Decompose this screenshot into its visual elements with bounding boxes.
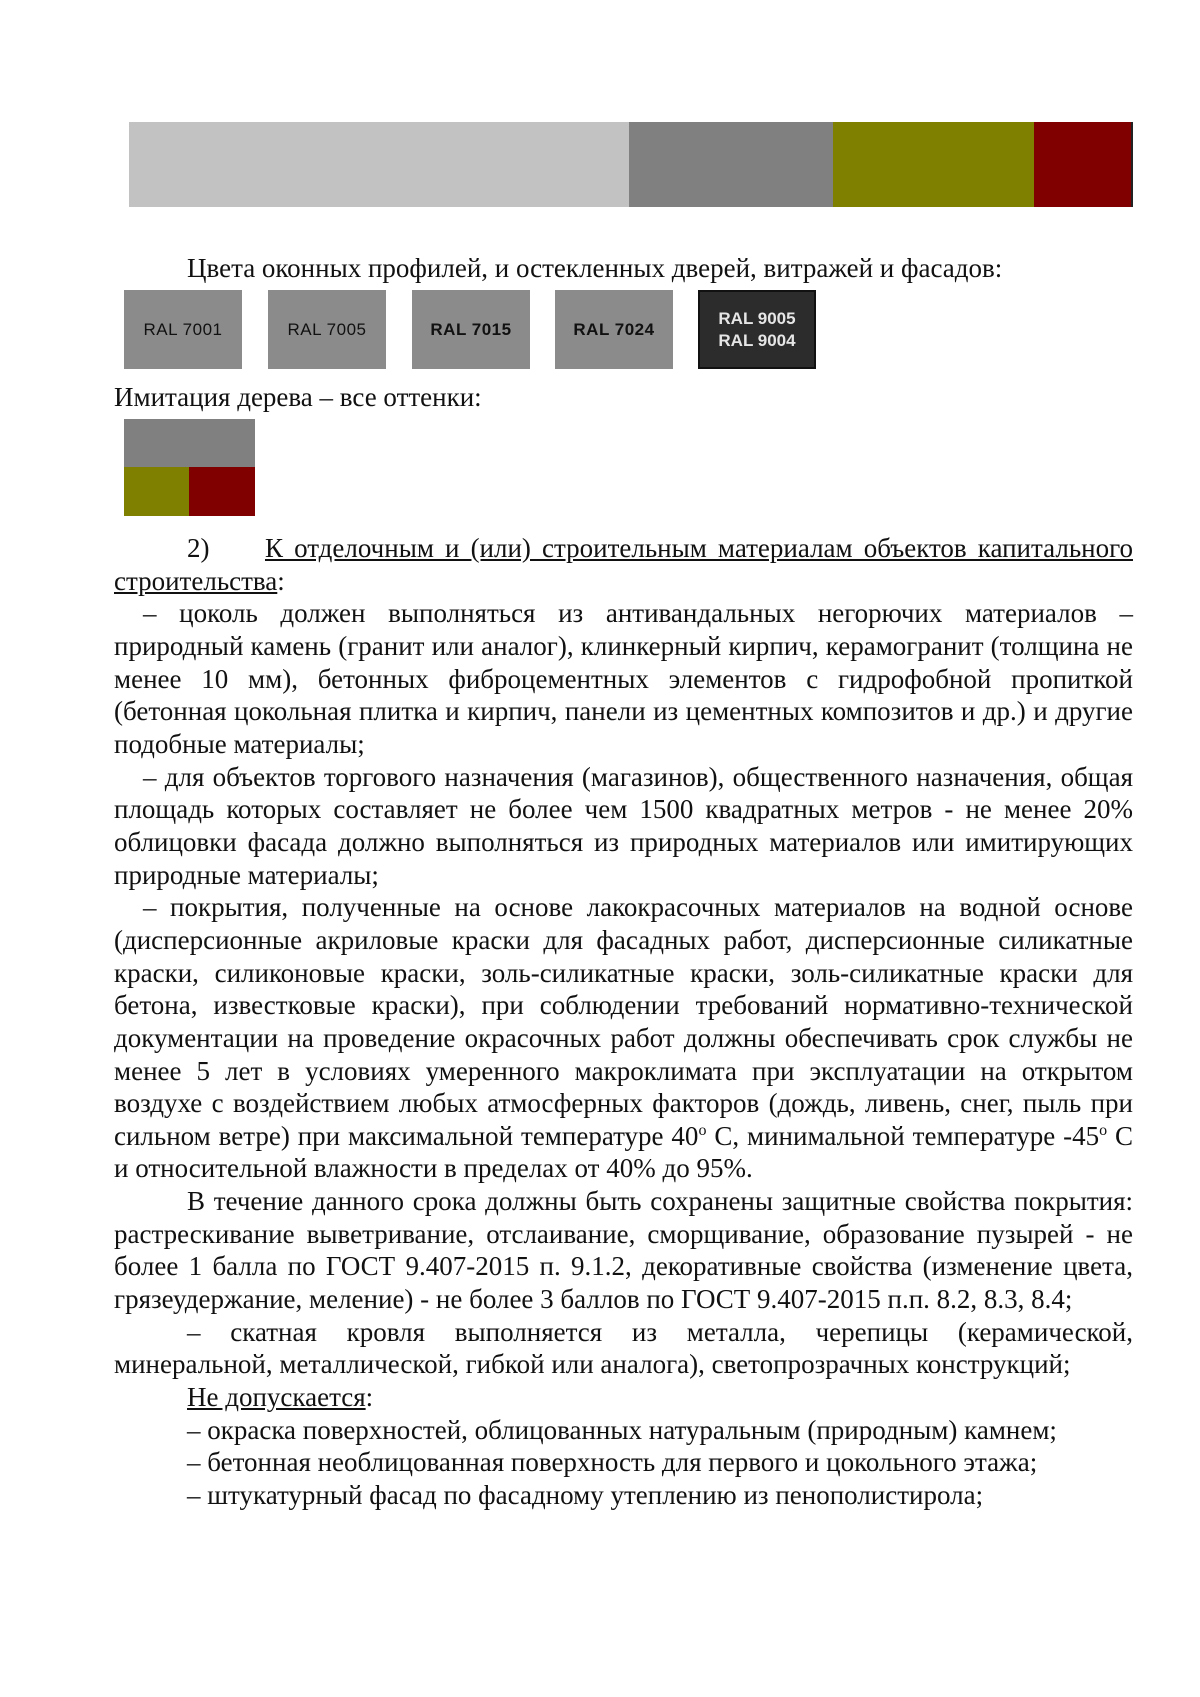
wood-caption: Имитация дерева – все оттенки:	[114, 382, 482, 412]
palette-light-gray	[129, 122, 629, 207]
coatings-text-2: С, минимальной температуре -45	[706, 1120, 1100, 1151]
coatings-text-1: – покрытия, полученные на основе лакокрасочных материалов на водной основе (дисперсионные акриловые краски для фасадных работ, дисперсионные силикатные краски, силиконовые краски, золь-силикатные краски, золь-силикатные краски для бетона, известковые краски), при соблюдении требований нормативно-технической документации на проведение окрасочных работ должны обеспечивать срок службы не менее 5 лет в условиях умеренного макроклимата при эксплуатации на открытом воздухе с воздействием любых атмосферных факторов (дождь, ливень, снег, пыль при сильном ветре) при максимальной температуре 40	[114, 892, 1133, 1151]
degree-mark-1: o	[698, 1121, 707, 1139]
not-allowed-colon: :	[365, 1382, 374, 1413]
degree-mark-2: o	[1099, 1121, 1108, 1139]
section-2-body	[114, 532, 1133, 1512]
swatch-ral-7024: RAL 7024	[555, 290, 673, 369]
ral-swatches	[124, 290, 824, 370]
not-allowed-title: Не допускается	[187, 1382, 366, 1413]
not-allowed-item: – бетонная необлицованная поверхность для первого и цокольного этажа;	[187, 1447, 1038, 1478]
wood-swatches	[124, 419, 255, 516]
color-palette-bar	[129, 122, 1133, 207]
swatch-ral-9005-9004	[698, 290, 816, 369]
requirement-roof: – скатная кровля выполняется из металла, черепицы (керамической, минеральной, металлической, гибкой или аналога), светопрозрачных конструкций;	[114, 1316, 1133, 1380]
requirement-plinth: – цоколь должен выполняться из антивандальных негорючих материалов – природный камень (гранит или аналог), клинкерный кирпич, керамогранит (толщина не менее 10 мм), бетонных фиброцементных элементов с гидрофобной пропиткой (бетонная цокольная плитка и кирпич, панели из цементных композитов и др.) и другие подобные материалы;	[114, 598, 1133, 759]
section-heading-text: К отделочным и (или) строительным материалам объектов капитального строительства	[114, 533, 1133, 596]
swatch-ral-7015: RAL 7015	[412, 290, 530, 369]
swatch-ral-7005: RAL 7005	[268, 290, 386, 369]
section-heading-colon: :	[277, 565, 285, 596]
swatch-ral-9005-label: RAL 9005	[718, 308, 796, 328]
swatch-ral-7001: RAL 7001	[124, 290, 242, 369]
section-number: 2)	[187, 533, 210, 563]
not-allowed-heading	[114, 1381, 1133, 1414]
palette-gray	[629, 122, 833, 207]
requirement-durability: В течение данного срока должны быть сохранены защитные свойства покрытия: растрескивание выветривание, отслаивание, сморщивание, образование пузырей - не более 1 балла по ГОСТ 9.407-2015 п. 9.1.2, декоративные свойства (изменение цвета, грязеудержание, меление) - не более 3 баллов по ГОСТ 9.407-2015 п.п. 8.2, 8.3, 8.4;	[114, 1186, 1133, 1315]
wood-swatch-olive	[124, 467, 189, 516]
not-allowed-item: – окраска поверхностей, облицованных натуральным (природным) камнем;	[187, 1414, 1057, 1445]
requirement-commercial: – для объектов торгового назначения (магазинов), общественного назначения, общая площадь которых составляет не более чем 1500 квадратных метров - не менее 20% облицовки фасада должно выполняться из природных материалов или имитирующих природные материалы;	[114, 761, 1133, 890]
palette-dark-red	[1034, 122, 1133, 207]
wood-swatch-red	[189, 467, 255, 516]
palette-olive	[833, 122, 1034, 207]
window-colors-caption: Цвета оконных профилей, и остекленных дверей, витражей и фасадов:	[187, 253, 1003, 283]
section-2-heading	[114, 532, 1133, 597]
not-allowed-item: – штукатурный фасад по фасадному утеплению из пенополистирола;	[187, 1480, 984, 1511]
requirement-coatings	[114, 891, 1133, 1185]
swatch-ral-9004-label: RAL 9004	[718, 330, 796, 350]
coatings-text-3: С и относительной влажности в пределах от 40% до 95%.	[114, 1120, 1133, 1184]
wood-swatch-gray	[124, 419, 255, 467]
